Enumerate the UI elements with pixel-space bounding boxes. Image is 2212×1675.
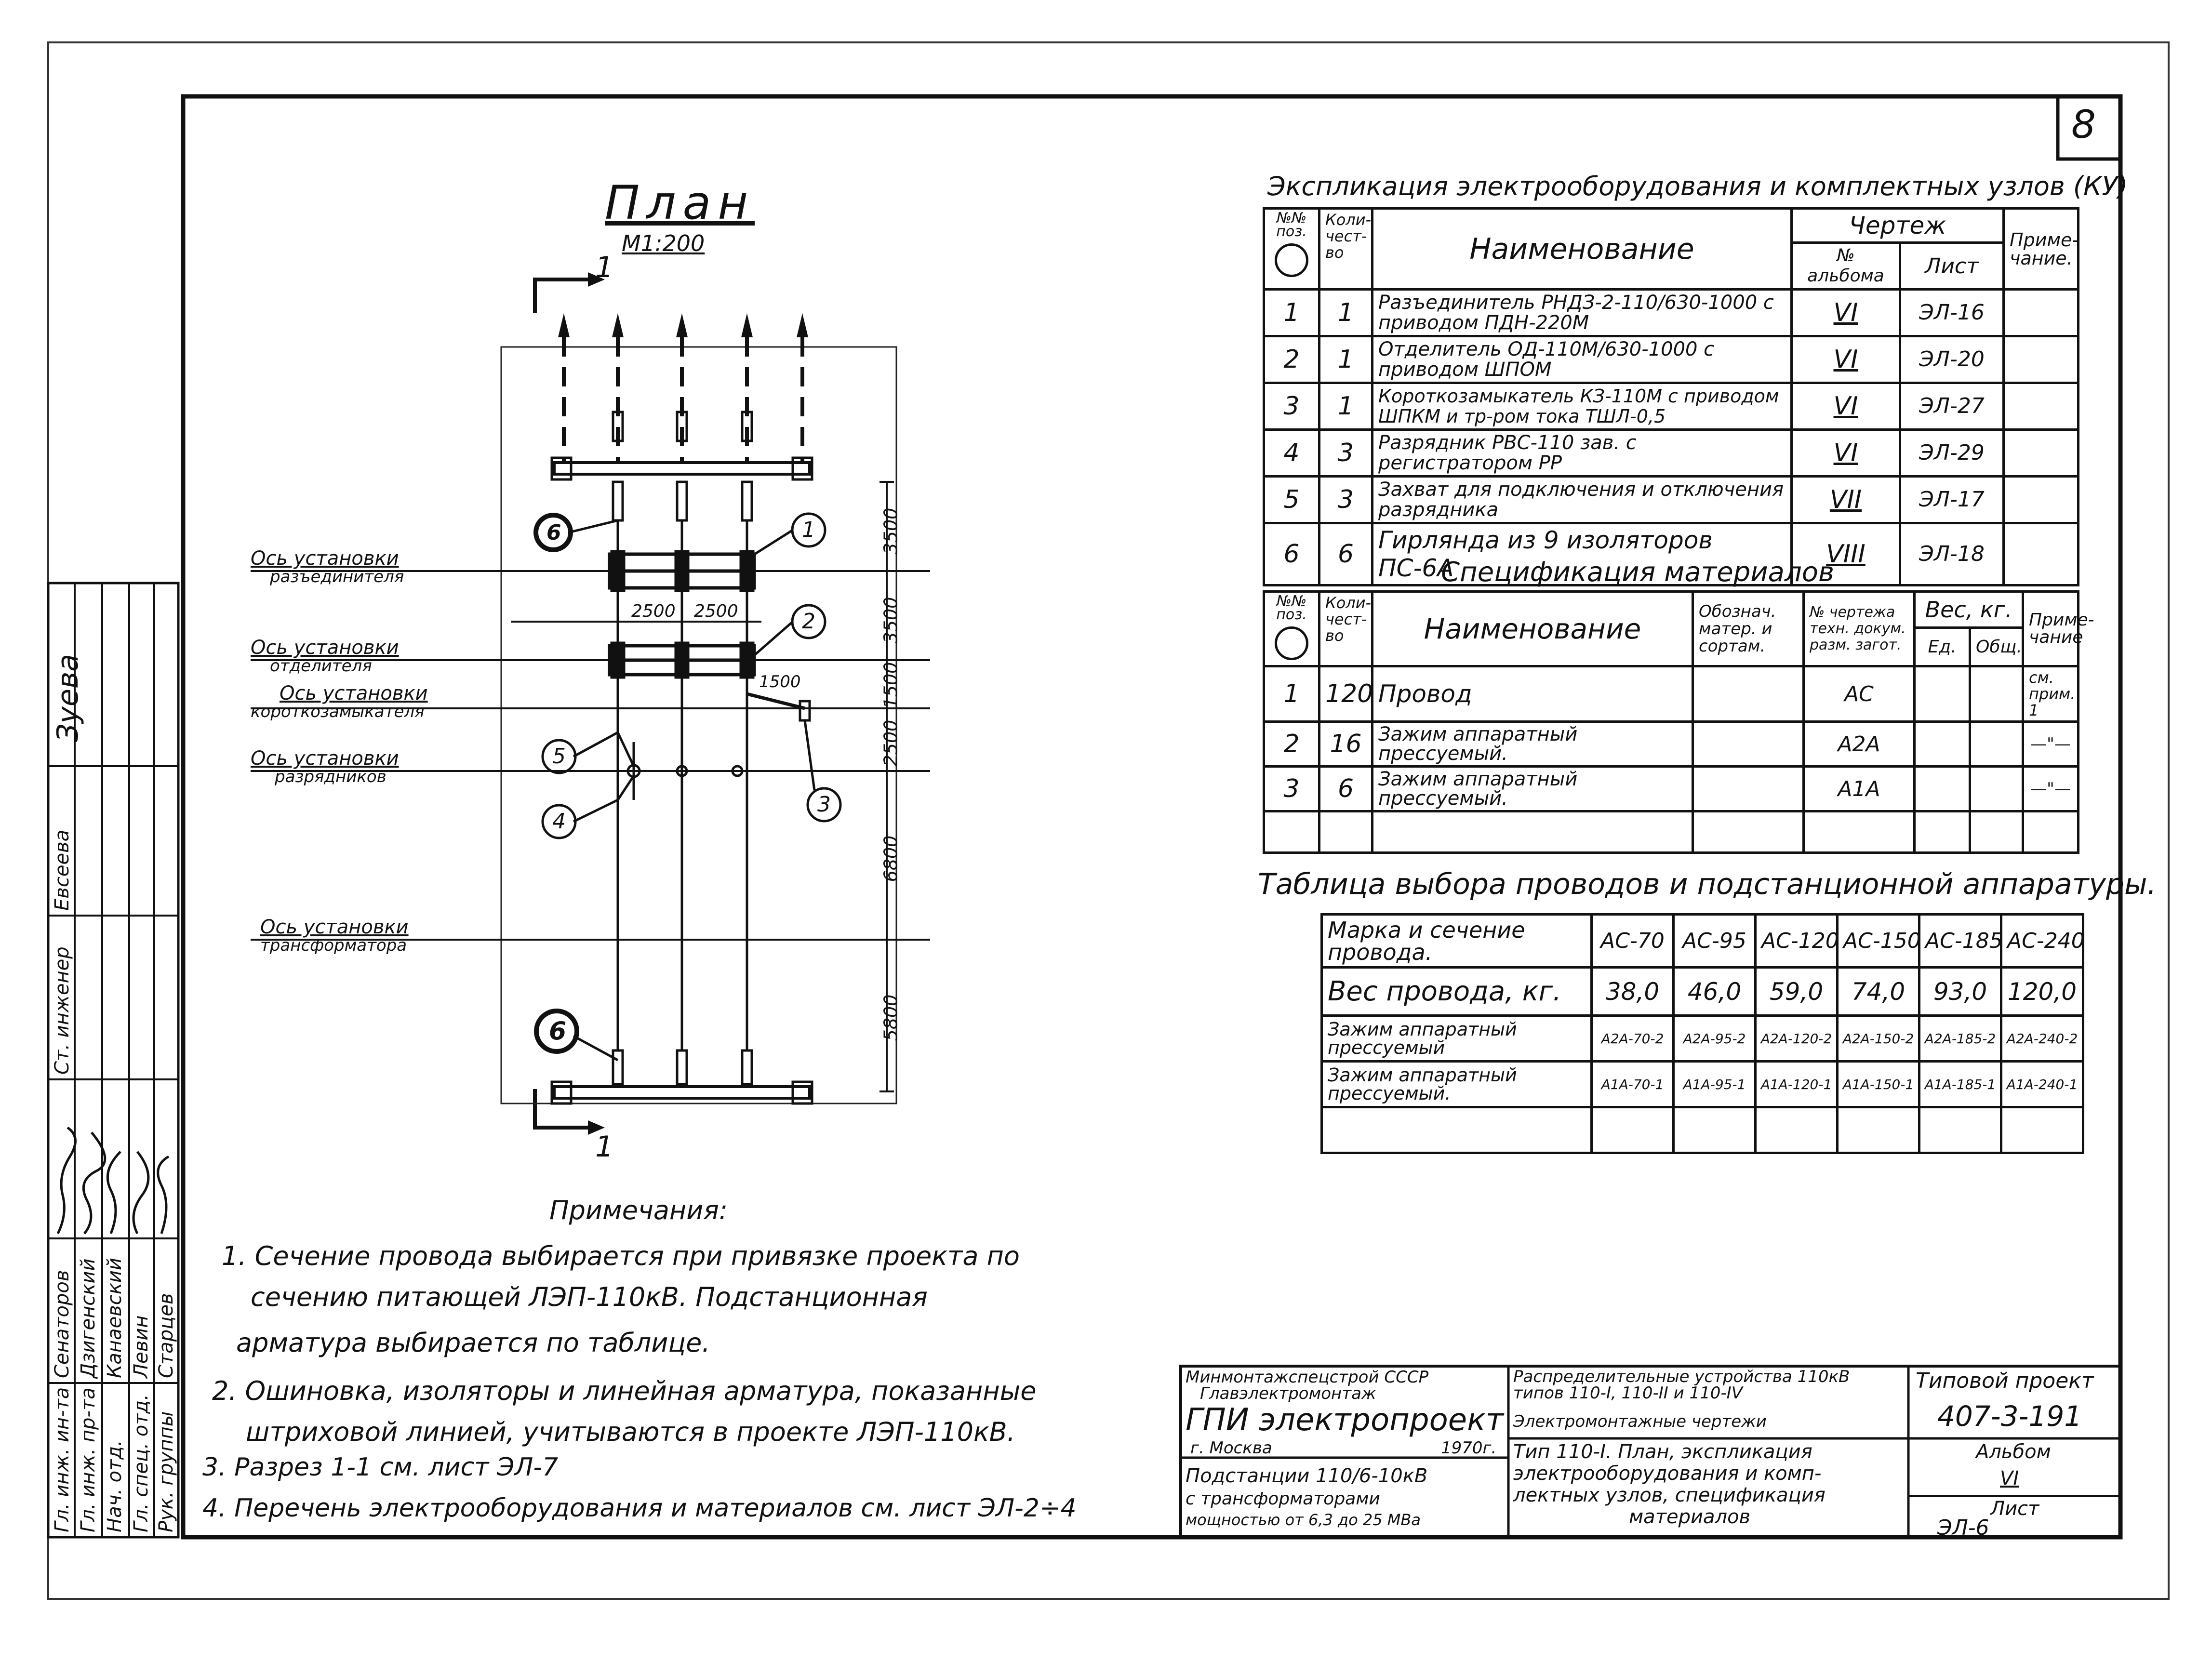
spec-header-weight: Вес, кг. (1915, 592, 2023, 628)
selection-clamp-a1a: А1А-120-1 (1756, 1062, 1838, 1107)
explication-album: VIII (1792, 523, 1900, 585)
selection-row-label: Вес провода, кг. (1322, 968, 1592, 1016)
spec-header-qty: Коли-чест-во (1319, 592, 1373, 666)
explication-header-sheet: Лист (1900, 243, 2004, 290)
signature-name: Канаевский (104, 1258, 126, 1378)
explication-header-pos-label: №№ поз. (1276, 210, 1307, 240)
signature-name: Сенаторов (51, 1270, 73, 1378)
tb-content2: электрооборудования и комп- (1513, 1462, 1822, 1485)
selection-weight: 74,0 (1838, 968, 1919, 1016)
dim-2500-v: 2500 (880, 719, 902, 767)
explication-name: Отделитель ОД-110М/630-1000 с приводом ШПОМ (1373, 336, 1792, 383)
dim-1500-h: 1500 (759, 672, 801, 691)
explication-pos: 4 (1264, 430, 1319, 477)
selection-weight: 120,0 (2001, 968, 2083, 1016)
spec-qty: 120 (1319, 666, 1373, 722)
explication-sheet: ЭЛ-29 (1900, 430, 2004, 477)
explication-sheet: ЭЛ-18 (1900, 523, 2004, 585)
tb-type-label: Типовой проект (1916, 1369, 2094, 1393)
explication-album: VII (1792, 477, 1900, 523)
spec-qty: 6 (1319, 767, 1373, 811)
spec-header-note: Приме-чание (2023, 592, 2079, 666)
section-marker-top: 1 (595, 251, 614, 284)
note-line-6: 3. Разрез 1-1 см. лист ЭЛ-7 (202, 1453, 559, 1482)
explication-header-name: Наименование (1373, 209, 1792, 290)
explication-name: Захват для подключения и отключения разрядника (1373, 477, 1792, 523)
spec-note: см. прим. 1 (2023, 666, 2079, 722)
selection-weight: 46,0 (1674, 968, 1756, 1016)
spec-header-name: Наименование (1373, 592, 1693, 666)
tb-city: г. Москва (1190, 1438, 1272, 1458)
tb-org1: Минмонтажспецстрой СССР (1186, 1368, 1429, 1387)
selection-clamp-a1a: А1А-185-1 (1919, 1062, 2001, 1107)
explication-pos: 5 (1264, 477, 1319, 523)
tb-org3: ГПИ электропроект (1186, 1402, 1504, 1438)
signature-name: Евсеева (51, 829, 73, 911)
section-marker-bottom: 1 (595, 1130, 614, 1164)
dim-3500-a: 3500 (880, 507, 902, 555)
selection-clamp-a2a: А2А-150-2 (1838, 1016, 1919, 1062)
spec-name: Зажим аппаратный прессуемый. (1373, 767, 1693, 811)
selection-column-header: АС-120 (1756, 915, 1838, 968)
callout-5: 5 (552, 744, 566, 769)
spec-note: —"— (2023, 722, 2079, 767)
spec-header-total: Общ. (1970, 628, 2023, 666)
explication-qty: 1 (1319, 336, 1373, 383)
spec-header-drawing: № чертежа техн. докум. разм. загот. (1804, 592, 1915, 666)
axis-label-transformer-l1: Ось установки (260, 916, 409, 938)
signature-role: Гл. инж. пр-та (77, 1387, 99, 1532)
explication-album: VI (1792, 290, 1900, 336)
explication-qty: 3 (1319, 430, 1373, 477)
explication-name: Разъединитель РНДЗ-2-110/630-1000 с приводом ПДН-220М (1373, 290, 1792, 336)
selection-clamp-a1a: А1А-240-1 (2001, 1062, 2083, 1107)
dim-2500-h1: 2500 (631, 601, 676, 621)
selection-clamp-a2a: А2А-120-2 (1756, 1016, 1838, 1062)
explication-sheet: ЭЛ-16 (1900, 290, 2004, 336)
explication-header-album: № альбома (1792, 243, 1900, 290)
axis-label-disconnector-l2: разъединителя (270, 567, 404, 586)
axis-label-disconnector-l1: Ось установки (251, 547, 399, 570)
selection-column-header: АС-150 (1838, 915, 1919, 968)
selection-clamp-a2a: А2А-240-2 (2001, 1016, 2083, 1062)
spec-header-designation: Обознач. матер. и сортам. (1693, 592, 1804, 666)
note-line-5: штриховой линией, учитываются в проекте ЛЭП-110кВ. (246, 1417, 1015, 1447)
callout-2: 2 (802, 609, 815, 634)
tb-type-value: 407-3-191 (1937, 1400, 2082, 1433)
spec-header-unit: Ед. (1915, 628, 1970, 666)
specification-title: Спецификация материалов (1441, 557, 1835, 588)
selection-column-header: АС-240 (2001, 915, 2083, 968)
explication-qty: 3 (1319, 477, 1373, 523)
callout-4: 4 (552, 809, 566, 834)
tb-sub1: Подстанции 110/6-10кВ (1186, 1465, 1428, 1487)
explication-header-drawing: Чертеж (1792, 209, 2004, 243)
dim-2500-h2: 2500 (694, 601, 738, 621)
callout-6-bottom: 6 (549, 1017, 567, 1046)
note-line-4: 2. Ошиновка, изоляторы и линейная арматура, показанные (212, 1376, 1037, 1406)
tb-sheet-value: ЭЛ-6 (1937, 1515, 1989, 1540)
signature-role: Рук. группы (155, 1411, 177, 1532)
explication-sheet: ЭЛ-20 (1900, 336, 2004, 383)
selection-column-header: АС-185 (1919, 915, 2001, 968)
explication-header-note: Приме-чание. (2004, 209, 2079, 290)
axis-label-short-circuiter-l1: Ось установки (280, 682, 428, 705)
tb-org2: Главэлектромонтаж (1200, 1384, 1376, 1403)
selection-weight: 59,0 (1756, 968, 1838, 1016)
note-line-1: 1. Сечение провода выбирается при привязке проекта по (222, 1241, 1020, 1271)
signature-name: Дзигенский (77, 1258, 99, 1378)
dim-3500-b: 3500 (880, 597, 902, 644)
selection-clamp-a1a: А1А-95-1 (1674, 1062, 1756, 1107)
note-line-3: арматура выбирается по таблице. (236, 1328, 710, 1358)
axis-label-separator-l2: отделителя (270, 656, 372, 676)
spec-drawing: А2А (1804, 722, 1915, 767)
explication-pos: 1 (1264, 290, 1319, 336)
axis-label-separator-l1: Ось установки (251, 637, 399, 659)
explication-album: VI (1792, 430, 1900, 477)
selection-weight: 93,0 (1919, 968, 2001, 1016)
spec-pos: 3 (1264, 767, 1319, 811)
tb-content1: Тип 110-I. План, экспликация (1513, 1441, 1812, 1463)
selection-row-label: Зажим аппаратный прессуемый. (1322, 1062, 1592, 1107)
note-line-2: сечению питающей ЛЭП-110кВ. Подстанционная (251, 1282, 928, 1312)
tb-album-label: Альбом (1976, 1441, 2051, 1463)
signature-name: Зуева (51, 653, 85, 742)
tb-sheet-label: Лист (1990, 1498, 2039, 1520)
selection-row-label: Марка и сечение провода. (1322, 915, 1592, 968)
plan-scale: М1:200 (622, 230, 705, 256)
explication-sheet: ЭЛ-27 (1900, 383, 2004, 430)
explication-name: Короткозамыкатель КЗ-110М с приводом ШПКМ и тр-ром тока ТШЛ-0,5 (1373, 383, 1792, 430)
explication-album: VI (1792, 336, 1900, 383)
spec-header-pos-label: №№ поз. (1276, 593, 1307, 623)
axis-label-transformer-l2: трансформатора (260, 936, 407, 955)
selection-clamp-a2a: А2А-95-2 (1674, 1016, 1756, 1062)
selection-column-header: АС-95 (1674, 915, 1756, 968)
explication-qty: 6 (1319, 523, 1373, 585)
signature-name: Левин (130, 1315, 152, 1378)
spec-pos: 1 (1264, 666, 1319, 722)
spec-name: Зажим аппаратный прессуемый. (1373, 722, 1693, 767)
tb-content4: материалов (1629, 1506, 1751, 1528)
axis-label-short-circuiter-l2: короткозамыкателя (251, 702, 425, 721)
selection-clamp-a1a: А1А-150-1 (1838, 1062, 1919, 1107)
signature-role: Гл. спец. отд. (130, 1394, 152, 1532)
plan-title: План (605, 176, 755, 230)
explication-header-qty: Коли-чест-во (1319, 209, 1373, 290)
notes-title: Примечания: (549, 1195, 728, 1225)
callout-3: 3 (817, 792, 831, 817)
signature-role: Гл. инж. ин-та (51, 1387, 73, 1532)
spec-name: Провод (1373, 666, 1693, 722)
sheet-number: 8 (2071, 102, 2096, 147)
tb-sub2: с трансформаторами (1186, 1489, 1380, 1509)
explication-pos: 2 (1264, 336, 1319, 383)
tb-content3: лектных узлов, спецификация (1513, 1484, 1826, 1506)
selection-row-label: Зажим аппаратный прессуемый (1322, 1016, 1592, 1062)
explication-pos: 6 (1264, 523, 1319, 585)
selection-weight: 38,0 (1592, 968, 1674, 1016)
spec-qty: 16 (1319, 722, 1373, 767)
callout-1: 1 (802, 518, 815, 542)
spec-drawing: АС (1804, 666, 1915, 722)
axis-label-arresters-l2: разрядников (275, 767, 386, 786)
spec-pos: 2 (1264, 722, 1319, 767)
explication-name: Гирлянда из 9 изоляторов ПС-6А (1373, 523, 1792, 585)
selection-title: Таблица выбора проводов и подстанционной аппаратуры. (1258, 867, 2157, 901)
signature-name: Старцев (155, 1293, 177, 1378)
selection-column-header: АС-70 (1592, 915, 1674, 968)
callout-6-top: 6 (546, 520, 561, 545)
explication-name: Разрядник РВС-110 зав. с регистратором РР (1373, 430, 1792, 477)
explication-sheet: ЭЛ-17 (1900, 477, 2004, 523)
signature-role: Ст. инженер (51, 946, 73, 1075)
note-line-7: 4. Перечень электрооборудования и материалов см. лист ЭЛ-2÷4 (202, 1494, 1077, 1523)
tb-album-value: VI (2000, 1467, 2019, 1489)
dim-6800: 6800 (880, 835, 902, 882)
axis-label-arresters-l1: Ось установки (251, 747, 399, 770)
dim-5800: 5800 (880, 994, 902, 1041)
dim-1500: 1500 (880, 662, 902, 709)
tb-year: 1970г. (1441, 1438, 1497, 1458)
selection-clamp-a2a: А2А-185-2 (1919, 1016, 2001, 1062)
explication-album: VI (1792, 383, 1900, 430)
signature-role: Нач. отд. (104, 1440, 126, 1532)
spec-drawing: А1А (1804, 767, 1915, 811)
explication-title: Экспликация электрооборудования и комплектных узлов (КУ) (1267, 171, 2128, 201)
explication-qty: 1 (1319, 290, 1373, 336)
explication-qty: 1 (1319, 383, 1373, 430)
tb-desc1: Распределительные устройства 110кВ типов 110-I, 110-II и 110-IV (1513, 1367, 1850, 1403)
selection-clamp-a1a: А1А-70-1 (1592, 1062, 1674, 1107)
tb-sub3: мощностью от 6,3 до 25 МВа (1186, 1511, 1421, 1529)
selection-clamp-a2a: А2А-70-2 (1592, 1016, 1674, 1062)
tb-desc2: Электромонтажные чертежи (1513, 1412, 1767, 1431)
spec-note: —"— (2023, 767, 2079, 811)
explication-pos: 3 (1264, 383, 1319, 430)
